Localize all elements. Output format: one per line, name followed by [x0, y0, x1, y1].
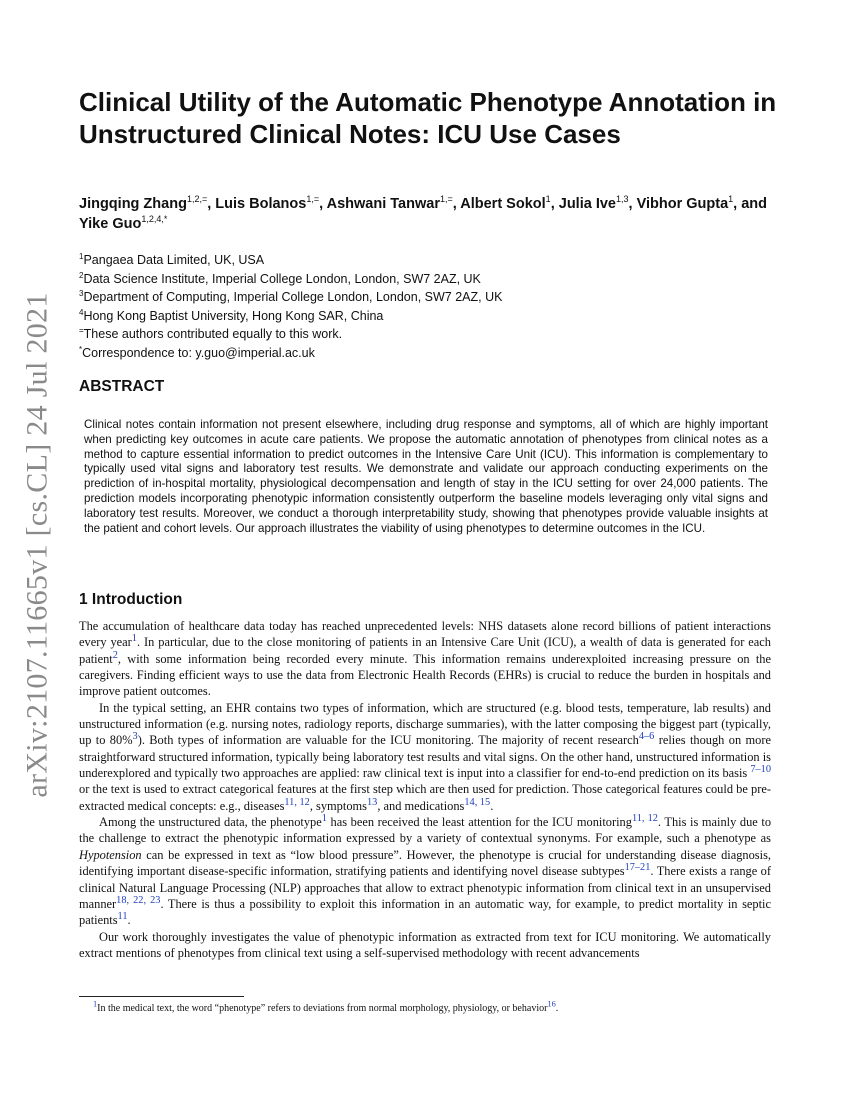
- author-name: Luis Bolanos: [215, 196, 307, 212]
- affiliation-text: Data Science Institute, Imperial College London, London, SW7 2AZ, UK: [83, 271, 481, 286]
- citation-link: 3: [132, 731, 138, 743]
- affiliation-mark: 2: [79, 270, 84, 280]
- footnote: $^1$In the medical text, the word “phenotype” refers to deviations from normal morphology, physiology, or behavior$^{16}$.: [93, 999, 559, 1014]
- author-affiliation-mark: 1,2,4,*: [141, 214, 168, 225]
- affiliation-item: [79, 288, 779, 307]
- introduction-body: [79, 618, 771, 961]
- author-affiliation-mark: 1: [728, 194, 734, 205]
- author-affiliation-mark: 1,3: [615, 194, 629, 205]
- author-name: Ashwani Tanwar: [326, 196, 440, 212]
- affiliation-item: [79, 344, 779, 363]
- affiliation-mark: 4: [79, 307, 84, 317]
- citation-link: 16: [547, 999, 556, 1009]
- author-name: Julia Ive: [558, 196, 616, 212]
- author-affiliation-mark: 1,=: [306, 194, 320, 205]
- affiliation-mark: 1: [79, 251, 84, 261]
- citation-link: 11: [117, 911, 128, 923]
- citation-link: 1: [131, 633, 137, 645]
- author-name: Albert Sokol: [460, 196, 546, 212]
- affiliation-list: [79, 251, 779, 362]
- citation-link: 13: [366, 796, 378, 808]
- paragraph: In the typical setting, an EHR contains two types of information, which are structured (e.g. blood tests, temperature, lab results) and unstructured information (e.g. nursing notes, radiology reports, discharge summaries), with the latter composing the biggest part (typically, up to 80%$^3$). Both types of information are valuable for the ICU monitoring. The majority of recent research$^{4-6}$ relies though on more straightforward structured information, typically being laboratory test results and vital signs. On the other hand, unstructured information is underexplored and typically two approaches are applied: raw clinical text is input into a classifier for end-to-end prediction on its basis $^{7-10}$ or the text is used to extract categorical features at the first step which are then used for prediction. Those categorical features could be pre-extracted medical concepts: e.g., diseases$^{11, 12}$, symptoms$^{13}$, and medications$^{14, 15}$.: [79, 700, 771, 813]
- paper-title: Clinical Utility of the Automatic Phenotype Annotation in Unstructured Clinical Notes: ICU Use Cases: [79, 87, 777, 149]
- footnote-rule: [79, 996, 244, 997]
- citation-link: 14, 15: [464, 796, 491, 808]
- footnote-marker: 1: [321, 813, 327, 824]
- affiliation-text: Correspondence to: y.guo@imperial.ac.uk: [82, 345, 315, 360]
- author-list: Jingqing Zhang$^{1,2,=}$, Luis Bolanos$^{1,=}$, Ashwani Tanwar$^{1,=}$, Albert Sokol$^1$, Julia Ive$^{1,3}$, Vibhor Gupta$^1$, and Yike Guo$^{1,2,4,*}$: [79, 194, 767, 232]
- paragraph: Our work thoroughly investigates the value of phenotypic information as extracted from text for ICU monitoring. We automatically extract mentions of phenotypes from clinical text using a self-supervised methodology with recent advancements: [79, 929, 771, 960]
- affiliation-text: Pangaea Data Limited, UK, USA: [83, 253, 265, 267]
- abstract-heading: ABSTRACT: [79, 378, 165, 395]
- paragraph: Among the unstructured data, the phenotype$^1$ has been received the least attention for the ICU monitoring$^{11, 12}$. This is mainly due to the challenge to extract the phenotypic information expressed by a variety of contextual synonyms. For example, such a phenotype as Hypotension can be expressed in text as “low blood pressure”. However, the phenotype is crucial for understanding disease diagnosis, identifying important disease-specific information, stratifying patients and identifying novel disease subtypes$^{17-21}$. There exists a range of clinical Natural Language Processing (NLP) approaches that allow to extract phenotypic information from clinical text in an unsupervised manner$^{18, 22, 23}$. There is thus a possibility to exploit this information in an automatic way, for example, to predict mortality in septic patients$^{11}$.: [79, 813, 772, 928]
- abstract-body: Clinical notes contain information not present elsewhere, including drug response and symptoms, all of which are highly important when predicting key outcomes in acute care patients. We propose the automatic annotation of phenotypes from clinical notes as a method to capture essential information to predict outcomes in the Intensive Care Unit (ICU). This information is complementary to typically used vital signs and laboratory test results. We demonstrate and validate our approach conducting experiments on the prediction of in-hospital mortality, physiological decompensation and length of stay in the ICU setting for over 24,000 patients. The prediction models incorporating phenotypic information consistently outperform the baseline models leveraging only vital signs and laboratory test results. Moreover, we conduct a thorough interpretability study, showing that phenotypes provide valuable insights at the patient and cohort levels. Our approach illustrates the viability of using phenotypes to determine outcomes in the ICU.: [84, 418, 768, 535]
- affiliation-item: [79, 270, 779, 289]
- affiliation-mark: 3: [79, 288, 84, 298]
- author-affiliation-mark: 1,2,=: [186, 194, 208, 205]
- arxiv-stamp: [8, 292, 68, 798]
- citation-link: 17–21: [624, 862, 651, 874]
- author-name: Yike Guo: [79, 216, 142, 232]
- arxiv-id: arXiv:2107.11665v1 [cs.CL] 24 Jul 2021: [21, 292, 54, 798]
- author-name: Jingqing Zhang: [79, 196, 187, 212]
- affiliation-text: Department of Computing, Imperial College London, London, SW7 2AZ, UK: [83, 290, 503, 304]
- footnote-marker: 1: [93, 999, 98, 1009]
- affiliation-text: Hong Kong Baptist University, Hong Kong SAR, China: [83, 308, 384, 323]
- affiliation-item: [79, 325, 779, 344]
- affiliation-text: These authors contributed equally to this work.: [83, 327, 343, 341]
- emphasis-term: Hypotension: [79, 847, 142, 862]
- paragraph: The accumulation of healthcare data today has reached unprecedented levels: NHS datasets alone record billions of patient interactions every year$^1$. In particular, due to the close monitoring of patients in an Intensive Care Unit (ICU), a wealth of data is generated for each patient$^2$, with some information being recorded every minute. This information remains underexploited increasing pressure on the caregivers. Finding efficient ways to use the data from Electronic Health Records (EHRs) is crucial to reduce the burden in hospitals and improve patient outcomes.: [79, 619, 771, 699]
- affiliation-mark: *: [79, 344, 83, 354]
- author-affiliation-mark: 1: [545, 194, 551, 205]
- author-affiliation-mark: 1,=: [439, 194, 453, 205]
- citation-link: 2: [112, 649, 118, 661]
- citation-link: 11, 12: [284, 796, 310, 808]
- affiliation-item: [79, 307, 779, 326]
- author-name: Vibhor Gupta: [636, 196, 729, 212]
- citation-link: 18, 22, 23: [116, 894, 161, 906]
- section-heading-introduction: 1 Introduction: [79, 591, 183, 608]
- affiliation-mark: =: [79, 325, 84, 335]
- citation-link: 11, 12: [631, 813, 658, 824]
- citation-link: 4–6: [638, 731, 655, 743]
- citation-link: 7–10: [750, 763, 771, 775]
- affiliation-item: [79, 251, 779, 270]
